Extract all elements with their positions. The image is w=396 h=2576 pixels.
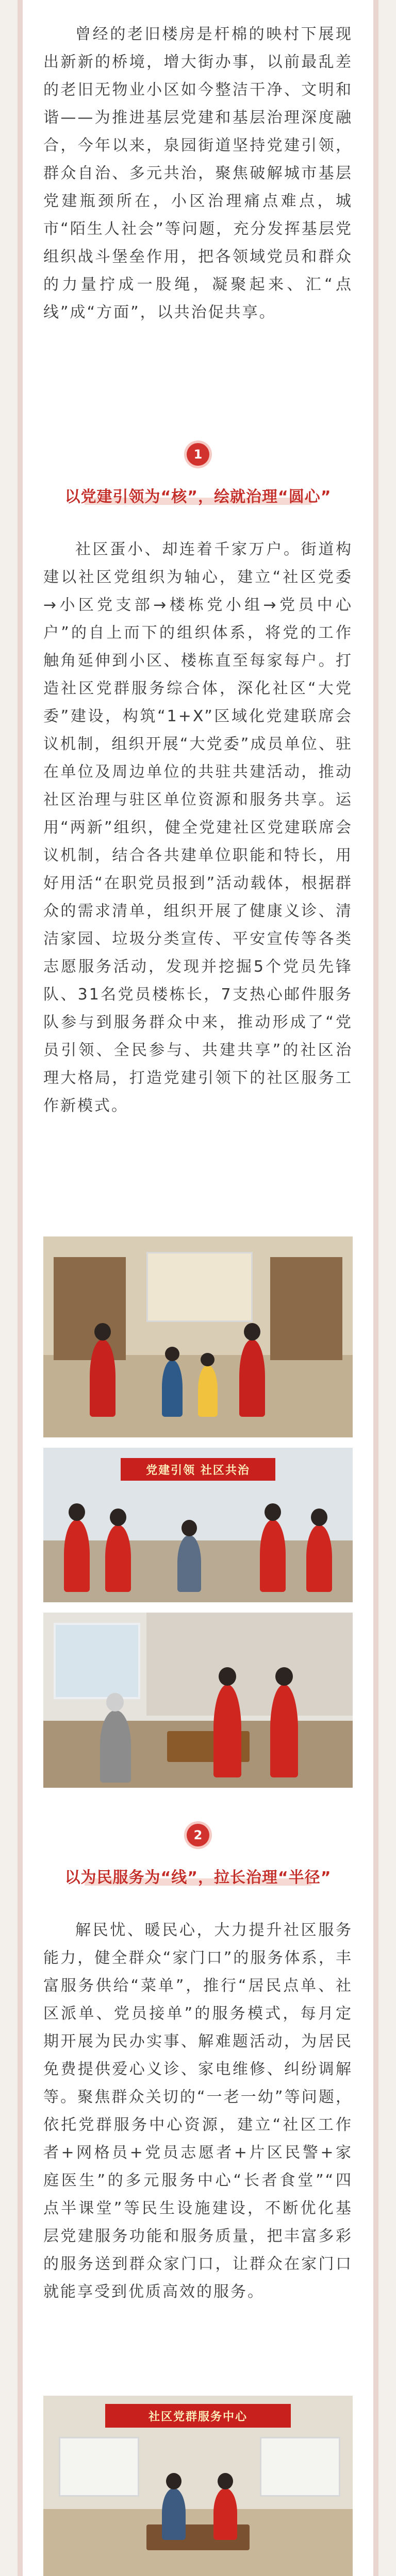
section-1-paragraph: 社区蛋小、却连着千家万户。街道构建以社区党组织为轴心，建立“社区党委→小区党支部→楼栋党小组→党员中心户”的自上而下的组织体系，将党的工作触角延伸到小区、楼栋直至每家每户。打造社区党群服务综合体，深化社区“大党委”建设，构筑“1+X”区域化党建联席会议机制，组织开展“大党委”成员单位、驻在单位及周边单位的共驻共建活动，推动社区治理与驻区单位资源和服务共享。运用“两新”组织，健全党建社区党建联席会议机制，结合各共建单位职能和特长，用好用活“在职党员报到”活动载体，根据群众的需求清单，组织开展了健康义诊、清洁家园、垃圾分类宣传、平安宣传等各类志愿服务活动，发现并挖掘5个党员先锋队、31名党员楼栋长，7支热心邮件服务队参与到服务群众中来，推动形成了“党员引领、全民参与、共建共享”的社区治理大格局，打造党建引领下的社区服务工作新模式。 xyxy=(43,540,353,1115)
intro-paragraph: 曾经的老旧楼房是杆棉的映村下展现出新新的桥境，增大街办事，以前最乱差的老旧无物业小区如今整洁干净、文明和谐——为推进基层党建和基层治理深度融合，今年以来，泉园街道坚持党建引领，群众自治、多元共治，聚焦破解城市基层党建瓶颈所在，小区治理痛点难点，城市“陌生人社会”等问题，充分发挥基层党组织战斗堡垒作用，把各领域党员和群众的力量拧成一股绳，凝聚起来、汇“点线”成“方面”，以共治促共享。 xyxy=(43,25,353,321)
section-2-paragraph: 解民忧、暖民心，大力提升社区服务能力，健全群众“家门口”的服务体系，丰富服务供给“菜单”，推行“居民点单、社区派单、党员接单”的服务模式，每月定期开展为民办实事、解难题活动，为居民免费提供爱心义诊、家电维修、纠纷调解等。聚焦群众关切的“一老一幼”等问题，依托党群服务中心资源，建立“社区工作者+网格员+党员志愿者+片区民警+家庭医生”的多元服务中心“长者食堂”“四点半课堂”等民生设施建设，不断优化基层党建服务功能和服务质量，把丰富多彩的服务送到群众家门口，让群众在家门口就能享受到优质高效的服务。 xyxy=(43,1921,353,2301)
section-2-number-badge: 2 xyxy=(187,1824,209,1846)
article xyxy=(18,0,378,2576)
section-1-heading: 以党建引领为“核”，绘就治理“圆心” xyxy=(64,488,332,506)
photo-home-visit xyxy=(43,1613,353,1788)
photo-4-banner: 社区党群服务中心 xyxy=(105,2404,291,2428)
photo-volunteer-activity xyxy=(43,1448,353,1602)
photo-activity-exhibition xyxy=(43,1236,353,1437)
section-2-heading: 以为民服务为“线”，拉长治理“半径” xyxy=(64,1869,332,1887)
section-1-number-badge: 1 xyxy=(187,443,209,466)
photo-service-center xyxy=(43,2396,353,2576)
photo-2-banner: 党建引领 社区共治 xyxy=(121,1458,275,1481)
